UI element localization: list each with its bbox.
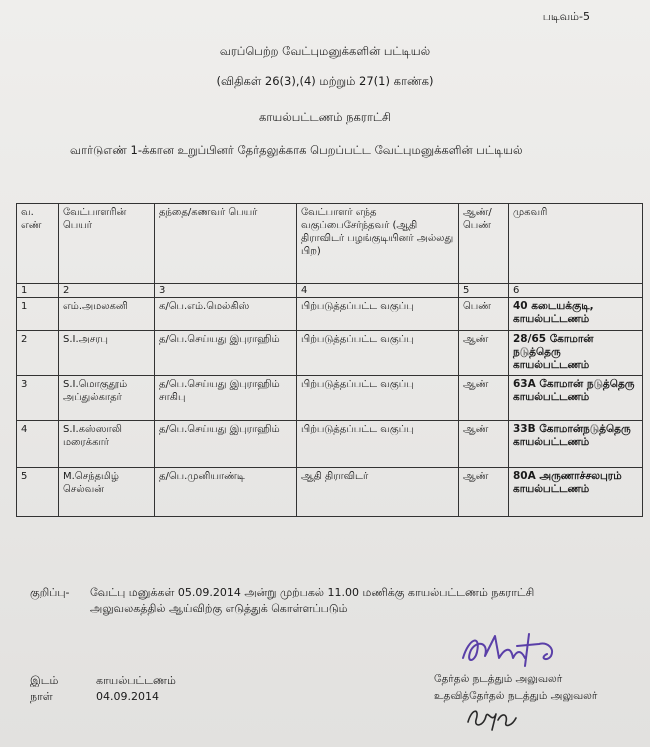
header-name: வேட்பாளரின் பெயர் [59,204,155,284]
column-number: 2 [59,284,155,298]
cell-father: த/பெ.செய்யது இபுராஹிம் சாகிபு [155,376,297,421]
candidates-table [16,203,643,517]
column-number-row [17,284,643,298]
note-line-1: வேட்பு மனுக்கள் 05.09.2014 அன்று முற்பகல் 11.00 மணிக்கு காயல்பட்டணம் நகராட்சி [90,586,535,599]
cell-address: 40 கடையக்குடி, காயல்பட்டணம் [509,298,643,331]
municipality-name: காயல்பட்டணம் நகராட்சி [258,110,392,124]
returning-officer-title: தேர்தல் நடத்தும் அலுவலர் [434,673,563,685]
header-address: முகவரி [509,204,643,284]
cell-sno: 4 [17,421,59,468]
cell-sno: 5 [17,468,59,517]
date-label: நாள் [30,690,53,703]
cell-gender: பெண் [459,298,509,331]
table-row [17,331,643,376]
signature-assistant [462,700,522,735]
header-category: வேட்பாளர் எந்த வகுப்பைசேர்ந்தவர் (ஆதி திராவிடர் பழங்குடியினர் அல்லது பிற) [297,204,459,284]
cell-name: S.I.கஸ்ஸாலி மரைக்கார் [59,421,155,468]
rules-reference: (விதிகள் 26(3),(4) மற்றும் 27(1) காண்க) [216,74,434,88]
form-number: படிவம்-5 [542,10,590,23]
header-father: தந்தை/கணவர் பெயர் [155,204,297,284]
table-header-row [17,204,643,284]
cell-name: M.செந்தமிழ் செல்வன் [59,468,155,517]
cell-father: த/பெ.முனியாண்டி [155,468,297,517]
cell-category: ஆதி திராவிடர் [297,468,459,517]
signature-officer [455,628,575,673]
cell-address: 80A அருணாச்சலபுரம் காயல்பட்டணம் [509,468,643,517]
document-subtitle: வார்டுஎண் 1-க்கான உறுப்பினர் தேர்தலுக்காக பெறப்பட்ட வேட்புமனுக்களின் பட்டியல் [70,143,523,157]
header-sno: வ. எண் [17,204,59,284]
place-label: இடம் [30,674,59,687]
cell-address: 33B கோமான்நடுத்தெரு காயல்பட்டணம் [509,421,643,468]
cell-category: பிற்படுத்தப்பட்ட வகுப்பு [297,421,459,468]
cell-address: 63A கோமான் நடுத்தெரு காயல்பட்டணம் [509,376,643,421]
table-row [17,298,643,331]
cell-father: த/பெ.செய்யது இபுராஹிம் [155,331,297,376]
cell-name: எம்.அமலகனி [59,298,155,331]
assistant-officer-title: உதவித்தேர்தல் நடத்தும் அலுவலர் [434,690,598,702]
cell-sno: 1 [17,298,59,331]
cell-address: 28/65 கோமான் நடுத்தெரு காயல்பட்டணம் [509,331,643,376]
cell-category: பிற்படுத்தப்பட்ட வகுப்பு [297,331,459,376]
table-row [17,468,643,517]
cell-category: பிற்படுத்தப்பட்ட வகுப்பு [297,298,459,331]
note-label: குறிப்பு- [30,586,70,599]
cell-category: பிற்படுத்தப்பட்ட வகுப்பு [297,376,459,421]
cell-gender: ஆண் [459,376,509,421]
table-row [17,421,643,468]
note-line-2: அலுவலகத்தில் ஆய்விற்கு எடுத்துக் கொள்ளப்படும் [90,602,348,615]
column-number: 3 [155,284,297,298]
cell-name: S.I.அசரபு [59,331,155,376]
table-row [17,376,643,421]
column-number: 5 [459,284,509,298]
cell-name: S.I.மொகுதூம் அப்துல்காதர் [59,376,155,421]
cell-gender: ஆண் [459,331,509,376]
cell-gender: ஆண் [459,421,509,468]
header-gender: ஆண்/ பெண் [459,204,509,284]
column-number: 4 [297,284,459,298]
cell-sno: 3 [17,376,59,421]
cell-gender: ஆண் [459,468,509,517]
column-number: 1 [17,284,59,298]
place-value: காயல்பட்டணம் [96,674,176,687]
column-number: 6 [509,284,643,298]
cell-sno: 2 [17,331,59,376]
cell-father: க/பெ.எம்.மெல்கிஸ் [155,298,297,331]
cell-father: த/பெ.செய்யது இபுராஹிம் [155,421,297,468]
document-title: வரப்பெற்ற வேட்புமனுக்களின் பட்டியல் [219,44,431,58]
date-value: 04.09.2014 [96,690,159,703]
